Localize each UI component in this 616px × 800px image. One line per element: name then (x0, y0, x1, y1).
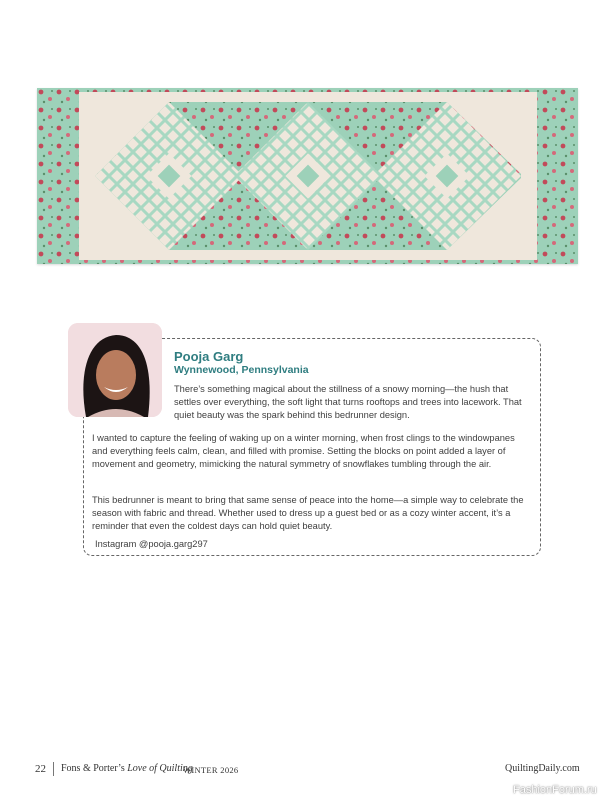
instagram-handle[interactable]: Instagram @pooja.garg297 (95, 539, 208, 549)
quilt-photo (37, 88, 578, 264)
author-portrait (68, 323, 162, 417)
page-number: 22 (35, 763, 46, 775)
magazine-prefix: Fons & Porter’s (61, 763, 128, 774)
author-name: Pooja Garg (174, 349, 244, 364)
magazine-title (61, 763, 193, 774)
author-location: Wynnewood, Pennsylvania (174, 364, 309, 376)
bio-paragraph-1: There’s something magical about the stillness of a snowy morning—the hush that settles over everything, the soft light that turns rooftops and trees into lacework. That quiet beauty was the spark behind this bedrunner design. (174, 384, 522, 420)
bio-paragraph-2: I wanted to capture the feeling of waking up on a winter morning, when frost clings to the windowpanes and everything feels calm, clean, and filled with promise. Setting the blocks on point added a layer of movement and geometry, mimicking the natural symmetry of snowflakes tumbling through the air. (92, 433, 515, 469)
watermark: FashionForum.ru (513, 784, 597, 796)
magazine-italic-title: Love of Quilting (127, 763, 193, 774)
bio-paragraph-3: This bedrunner is meant to bring that same sense of peace into the home—a simple way to celebrate the season with fabric and thread. Whether used to dress up a guest bed or as a cozy winter accent, it’s a reminder that even the coldest days can hold quiet beauty. (92, 495, 524, 531)
footer-divider (53, 762, 54, 776)
site-url[interactable]: QuiltingDaily.com (505, 763, 580, 774)
issue-label: WINTER 2026 (183, 765, 239, 775)
